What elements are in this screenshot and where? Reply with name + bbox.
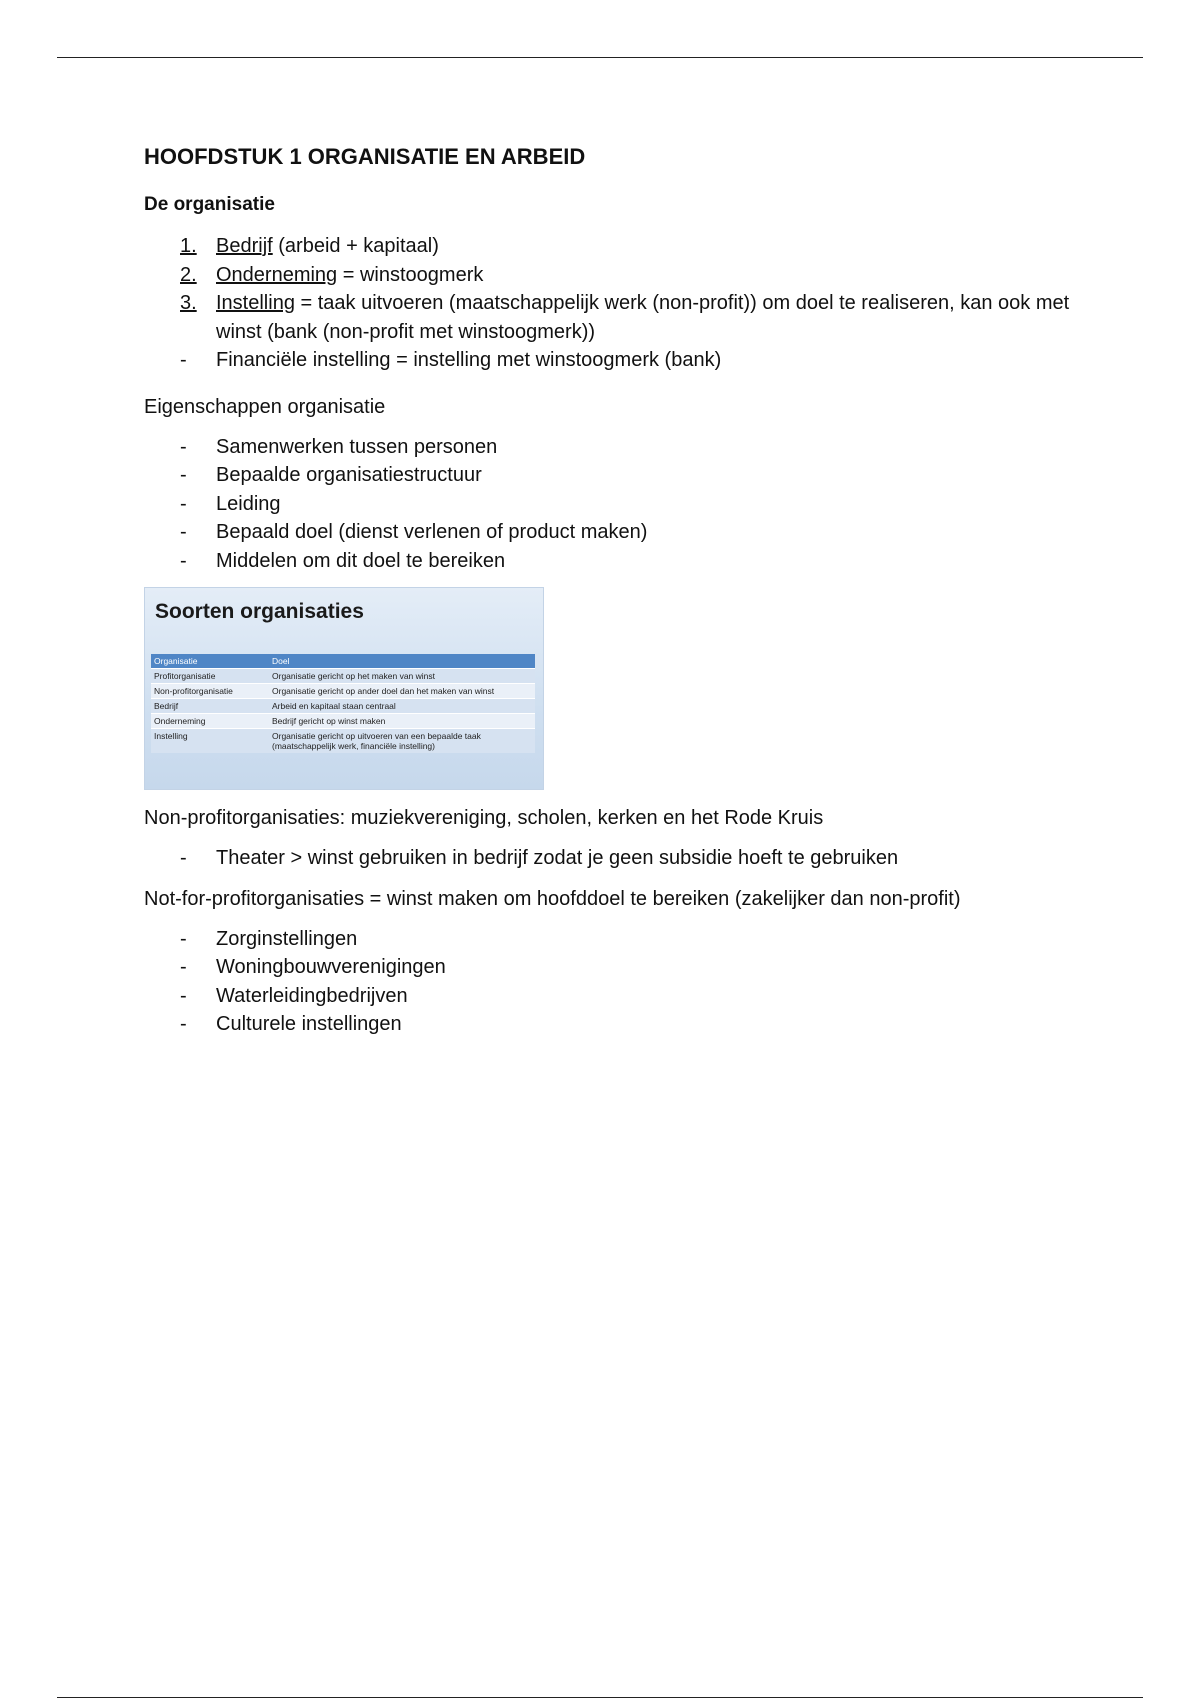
bullet-marker: -	[180, 1013, 187, 1035]
list-text: Bepaalde organisatiestructuur	[216, 464, 482, 486]
list-text: Waterleidingbedrijven	[216, 984, 408, 1007]
list-item	[144, 346, 1104, 375]
list-text: Theater > winst gebruiken in bedrijf zodat je geen subsidie hoeft te gebruiken	[216, 847, 899, 869]
list-text: Middelen om dit doel te bereiken	[216, 549, 506, 572]
bullet-marker: -	[180, 349, 187, 371]
page-content	[144, 142, 1104, 1039]
list-item	[144, 547, 1104, 576]
list-text: (arbeid + kapitaal)	[272, 235, 439, 257]
bullet-marker: -	[180, 492, 187, 515]
table-row	[151, 729, 535, 754]
list-item	[144, 490, 1104, 519]
list-text: = taak uitvoeren (maatschappelijk werk (non-profit)) om doel te realiseren, kan ook met winst (bank (non-profit met winstoogmerk))	[216, 292, 1070, 343]
notforprofit-line: Not-for-profitorganisaties = winst maken om hoofddoel te bereiken (zakelijker dan non-profit)	[144, 887, 961, 910]
list-text: Zorginstellingen	[216, 927, 358, 950]
table-cell: Bedrijf	[151, 699, 269, 714]
table-cell: Bedrijf gericht op winst maken	[269, 714, 535, 729]
nonprofit-line: Non-profitorganisaties: muziekvereniging, scholen, kerken en het Rode Kruis	[144, 807, 824, 829]
table-row	[151, 669, 535, 684]
list-item	[144, 518, 1104, 547]
list-item	[144, 953, 1104, 982]
list-item	[144, 433, 1104, 462]
list-item	[144, 844, 1104, 873]
properties-heading: Eigenschappen organisatie	[144, 395, 386, 418]
table-cell: Organisatie gericht op het maken van winst	[269, 669, 535, 684]
list-text: Samenwerken tussen personen	[216, 435, 498, 458]
properties-list	[144, 433, 1104, 576]
list-item	[144, 232, 1104, 261]
table-row	[151, 714, 535, 729]
list-marker: 2.	[180, 263, 197, 286]
list-text: Bepaald doel (dienst verlenen of product maken)	[216, 521, 648, 543]
list-item	[144, 289, 1104, 346]
list-item	[144, 1010, 1104, 1039]
list-item	[144, 261, 1104, 290]
bullet-marker: -	[180, 435, 187, 458]
nonprofit-list	[144, 844, 1104, 873]
slide-table	[151, 654, 535, 753]
section-title: De organisatie	[144, 194, 275, 215]
bullet-marker: -	[180, 847, 187, 869]
bullet-marker: -	[180, 521, 187, 543]
bullet-marker: -	[180, 956, 187, 978]
header-rule	[57, 57, 1143, 58]
list-text: Leiding	[216, 492, 281, 515]
list-item	[144, 925, 1104, 954]
table-cell: Profitorganisatie	[151, 669, 269, 684]
table-header-row	[151, 654, 535, 669]
table-cell: Non-profitorganisatie	[151, 684, 269, 699]
table-cell: Instelling	[151, 729, 269, 754]
list-term: Bedrijf	[216, 235, 273, 257]
table-row	[151, 684, 535, 699]
bullet-marker: -	[180, 927, 187, 950]
chapter-title: HOOFDSTUK 1 ORGANISATIE EN ARBEID	[144, 144, 586, 169]
list-term: Onderneming	[216, 263, 338, 286]
bullet-marker: -	[180, 464, 187, 486]
list-marker: 1.	[180, 235, 197, 257]
list-text: = winstoogmerk	[337, 263, 484, 286]
list-item	[144, 461, 1104, 490]
table-row	[151, 699, 535, 714]
list-item	[144, 982, 1104, 1011]
table-cell: Arbeid en kapitaal staan centraal	[269, 699, 535, 714]
table-header: Doel	[269, 654, 535, 669]
slide-title: Soorten organisaties	[155, 600, 364, 623]
financial-note-list	[144, 346, 1104, 375]
list-text: Culturele instellingen	[216, 1013, 402, 1035]
list-text: Financiële instelling = instelling met winstoogmerk (bank)	[216, 349, 722, 371]
bullet-marker: -	[180, 984, 187, 1007]
slide-image	[144, 587, 544, 790]
footer-rule	[57, 1697, 1143, 1698]
notforprofit-list	[144, 925, 1104, 1039]
table-cell: Onderneming	[151, 714, 269, 729]
list-term: Instelling	[216, 292, 295, 314]
list-text: Woningbouwverenigingen	[216, 956, 446, 978]
table-cell: Organisatie gericht op uitvoeren van een bepaalde taak (maatschappelijk werk, financiële instelling)	[269, 729, 535, 754]
table-header: Organisatie	[151, 654, 269, 669]
bullet-marker: -	[180, 549, 187, 572]
list-marker: 3.	[180, 292, 197, 314]
numbered-list	[144, 232, 1104, 346]
table-cell: Organisatie gericht op ander doel dan het maken van winst	[269, 684, 535, 699]
